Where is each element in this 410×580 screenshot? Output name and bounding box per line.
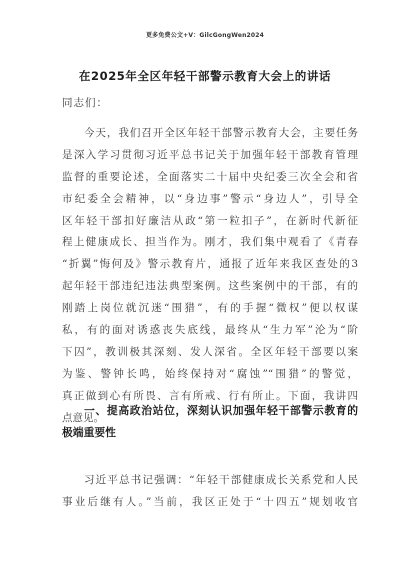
paragraph-2 [62, 470, 358, 514]
text-line: 今天，我们召开全区年轻干部警示教育大会，主要任务 [84, 127, 358, 139]
page-title: 在2025年全区年轻干部警示教育大会上的讲话 [78, 69, 332, 83]
heading-line: 一、提高政治站位，深刻认识加强年轻干部警示教育的 [84, 404, 358, 417]
heading-line: 极端重要性 [62, 425, 116, 439]
text-line: 下囚”，教训极其深刻、发人深省。全区年轻干部要以案 [62, 345, 358, 358]
text-line: 是深入学习贯彻习近平总书记关于加强年轻干部教育管理 [62, 148, 358, 161]
text-line: 市纪委全会精神，以“身边事”警示“身边人”，引导全 [62, 192, 358, 205]
text-line: 点意见。 [62, 411, 104, 424]
paragraph-1 [62, 123, 358, 429]
text-line: 私，有的面对诱惑丧失底线，最终从“生力军”沦为“阶 [62, 324, 358, 337]
section-heading-1 [62, 400, 358, 444]
header-note: 更多免费公文+V：GilcGongWen2024 [145, 32, 265, 39]
text-line: 刚踏上岗位就沉迷“围猎”，有的手握“微权”便以权谋 [62, 302, 358, 315]
text-line: 习近平总书记强调：“年轻干部健康成长关系党和人民 [84, 474, 358, 486]
text-line: 事业后继有人。”当前，我区正处于“十四五”规划收官 [62, 495, 358, 508]
text-line: 为鉴、警钟长鸣，始终保持对“腐蚀”“围猎”的警觉， [62, 367, 358, 380]
text-line: 区年轻干部扣好廉洁从政“第一粒扣子”，在新时代新征 [62, 214, 358, 227]
text-line: 程上健康成长、担当作为。刚才，我们集中观看了《青春 [62, 236, 358, 249]
text-line: 监督的重要论述，全面落实二十届中央纪委三次全会和省 [62, 170, 358, 183]
text-line: 真正做到心有所畏、言有所戒、行有所止。下面，我讲四 [62, 389, 358, 402]
text-line: 起年轻干部违纪违法典型案例。这些案例中的干部，有的 [62, 280, 358, 293]
salutation: 同志们： [62, 97, 108, 109]
text-line: “折翼”悔何及》警示教育片，通报了近年来我区查处的3 [62, 258, 358, 271]
